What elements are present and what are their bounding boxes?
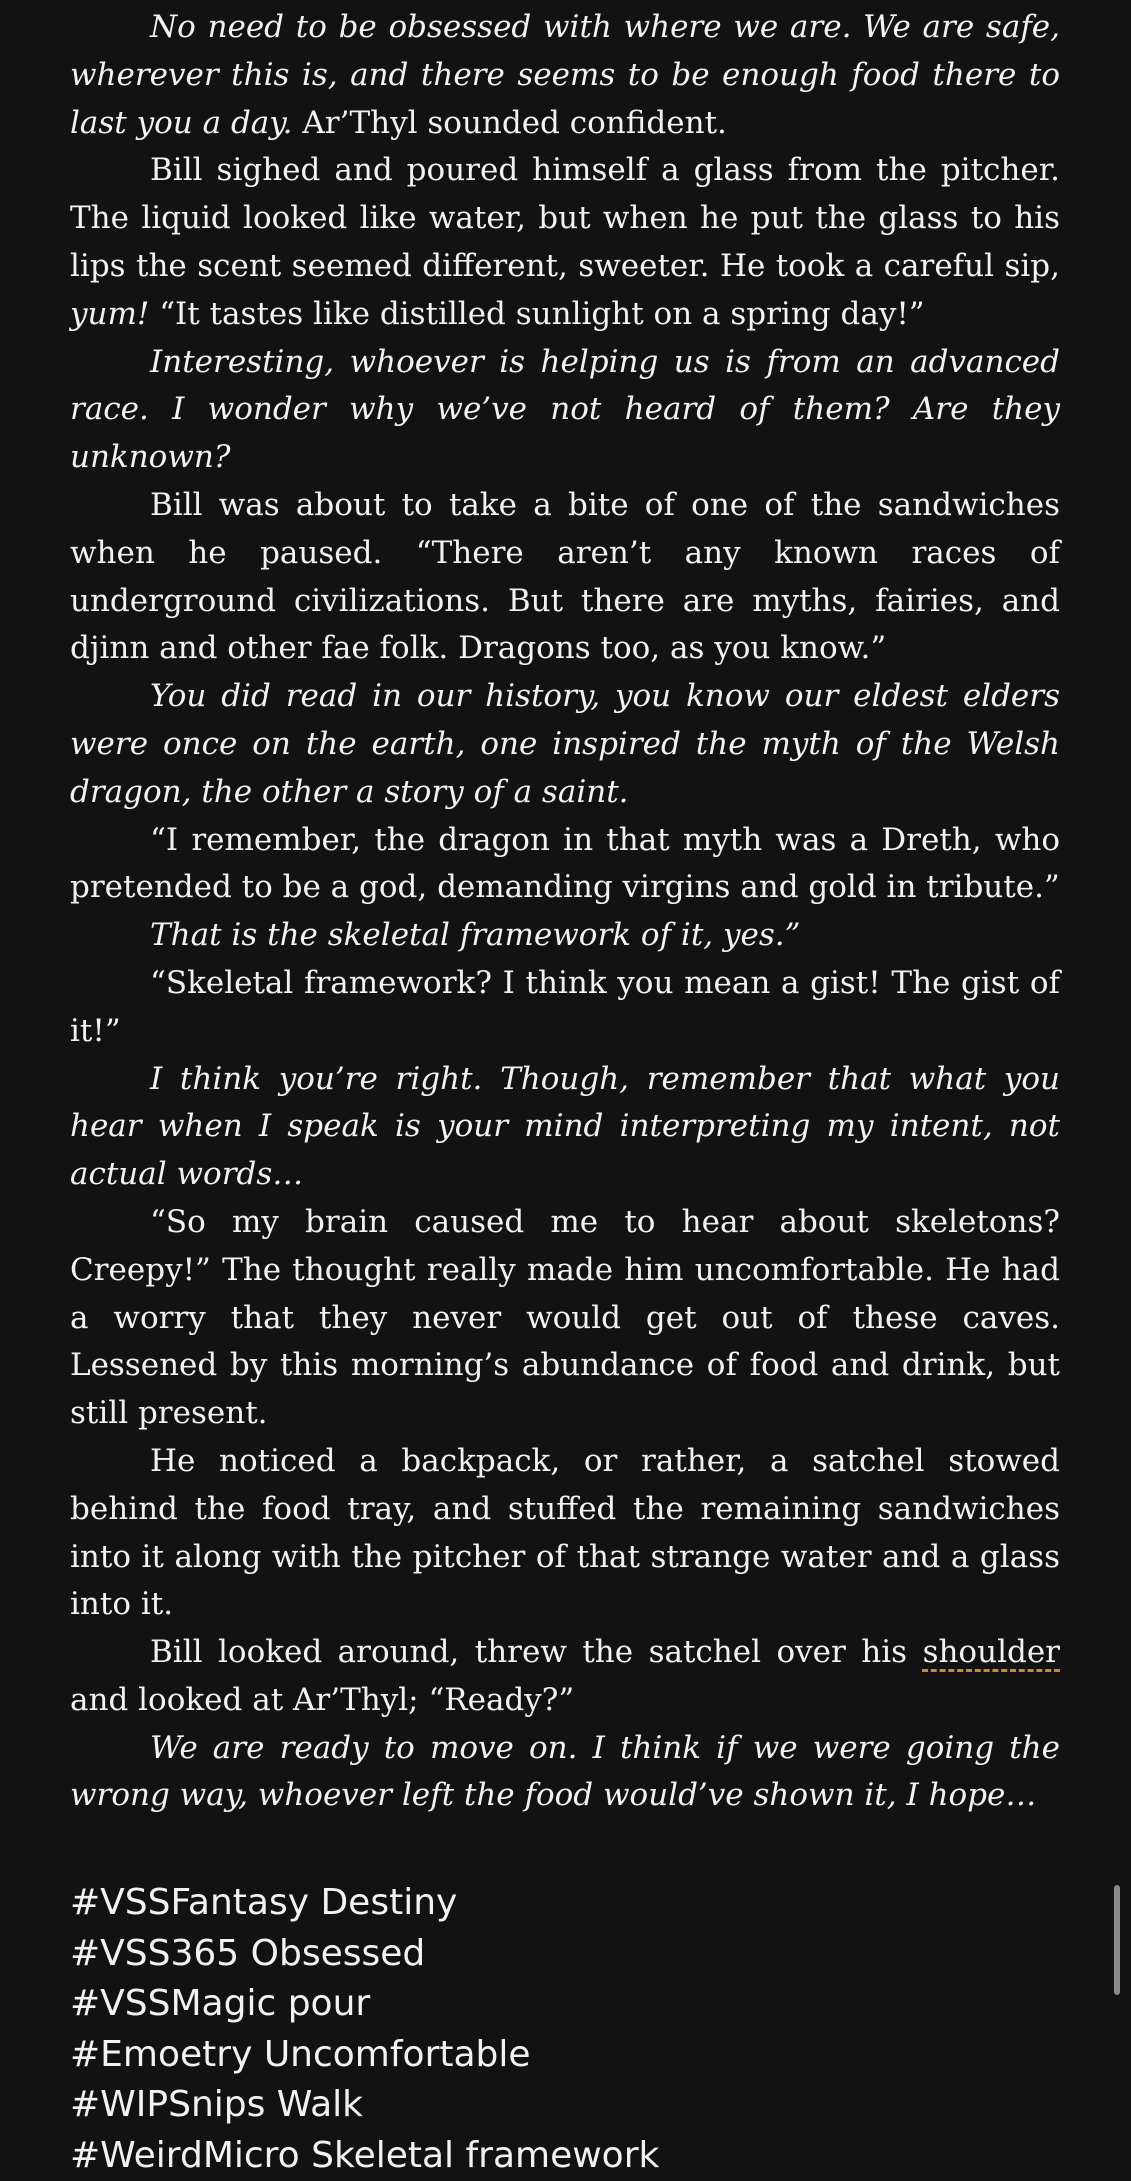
story-paragraph [70,1629,1060,1725]
story-paragraph [70,1438,1060,1629]
text-run: We are ready to move on. I think if we were going the wrong way, whoever left the food would’ve shown it, I hope… [70,1729,1060,1814]
hashtag-line: #VSSFantasy Destiny [70,1882,458,1924]
story-paragraph [70,339,1060,482]
story-text [70,0,1060,1820]
hashtag-line: #WeirdMicro Skeletal framework [70,2134,660,2176]
text-run: Ar’Thyl sounded confident. [292,104,727,141]
text-run: Bill sighed and poured himself a glass from the pitcher. The liquid looked like water, but when he put the glass to his lips the scent seemed different, sweeter. He took a careful sip, [70,152,1060,284]
vertical-scrollbar[interactable] [1114,1885,1120,1995]
text-run: and looked at Ar’Thyl; “Ready?” [70,1681,575,1718]
story-paragraph [70,960,1060,1056]
story-paragraph [70,912,1060,960]
text-run: He noticed a backpack, or rather, a satchel stowed behind the food tray, and stuffed the remaining sandwiches into it along with the pitcher of that strange water and a glass into it. [70,1442,1060,1623]
text-run: That is the skeletal framework of it, yes.” [150,917,801,954]
story-paragraph [70,1199,1060,1438]
text-run: Bill looked around, threw the satchel over his [150,1634,923,1671]
text-run: Bill was about to take a bite of one of the sandwiches when he paused. “There aren’t any known races of underground civilizations. But there are myths, fairies, and djinn and other fae folk. Dragons too, as you know.” [70,486,1060,667]
story-paragraph [70,817,1060,913]
document-page [70,0,1060,2181]
hashtag-line: #Emoetry Uncomfortable [70,2033,531,2075]
hashtag-list [70,1878,1060,2181]
story-paragraph [70,1725,1060,1821]
hashtag-line: #VSS365 Obsessed [70,1932,426,1974]
text-run: Interesting, whoever is helping us is from an advanced race. I wonder why we’ve not heard of them? Are they unknown? [70,343,1060,476]
hashtag-line: #VSSMagic pour [70,1983,371,2025]
story-paragraph [70,147,1060,338]
text-run: “I remember, the dragon in that myth was a Dreth, who pretended to be a god, demanding virgins and gold in tribute.” [70,821,1060,906]
spellcheck-underlined-word[interactable]: shoulder [922,1634,1060,1671]
story-paragraph [70,4,1060,147]
hashtag-line: #WIPSnips Walk [70,2084,364,2126]
text-run: No need to be obsessed with where we are. We are safe, wherever this is, and there seems to be enough food there to last you a day. [70,9,1060,141]
text-run: “It tastes like distilled sunlight on a spring day!” [149,295,925,332]
story-paragraph [70,673,1060,816]
story-paragraph [70,1056,1060,1199]
text-run: “So my brain caused me to hear about skeletons? Creepy!” The thought really made him uncomfortable. He had a worry that they never would get out of these caves. Lessened by this morning’s abundance of food and drink, but still present. [70,1203,1060,1432]
text-run: “Skeletal framework? I think you mean a gist! The gist of it!” [70,964,1060,1049]
text-run: I think you’re right. Though, remember that what you hear when I speak is your mind interpreting my intent, not actual words… [70,1060,1060,1193]
story-paragraph [70,482,1060,673]
text-run: yum! [70,295,150,332]
text-run: You did read in our history, you know our eldest elders were once on the earth, one inspired the myth of the Welsh dragon, the other a story of a saint. [70,678,1060,810]
